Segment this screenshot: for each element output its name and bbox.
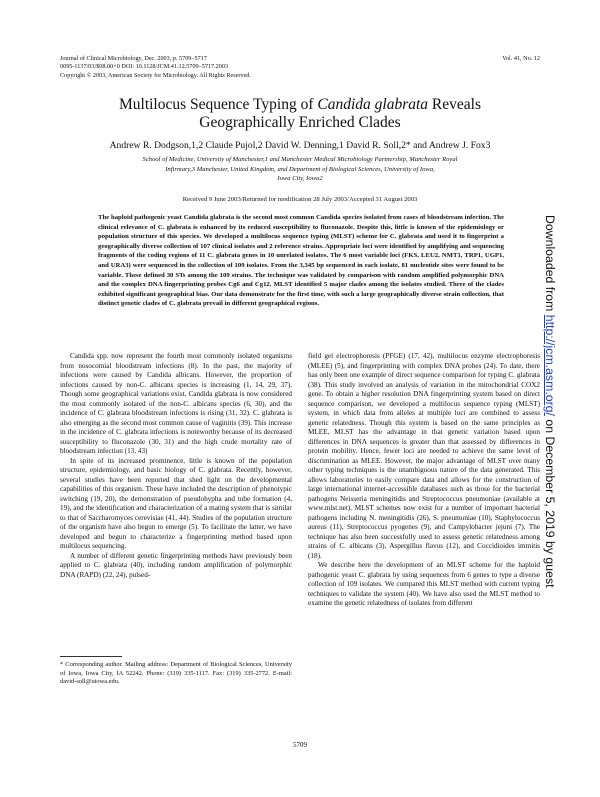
title-line-2: Geographically Enriched Clades — [199, 114, 401, 131]
journal-line: Journal of Clinical Microbiology, Dec. 2003, p. 5709–5717 — [60, 55, 207, 62]
article-title — [60, 96, 540, 132]
paragraph: A number of different genetic fingerprinting methods have previously been applied to C. glabrata (40), including random amplification of polymorphic DNA (RAPD) (22, 24), pulsed- — [60, 551, 292, 579]
title-part-1: Multilocus Sequence Typing of — [118, 96, 318, 113]
received-dates: Received 9 June 2003/Returned for modification 28 July 2003/Accepted 31 August 2003 — [182, 196, 418, 203]
download-watermark — [543, 215, 557, 775]
volume-issue: Vol. 41, No. 12 — [502, 55, 540, 62]
affiliation-line-2: Infirmary,3 Manchester, United Kingdom, and Department of Biological Sciences, University of Iowa, — [165, 165, 435, 173]
title-species: Candida glabrata — [317, 96, 429, 113]
watermark-suffix: on December 5, 2019 by guest — [543, 415, 557, 588]
paragraph: In spite of its increased prominence, little is known of the population structure, epidemiology, and basic biology of C. glabrata. Recently, however, several studies have been reported that shed light on the developmental capabilities of this organism. These have included the description of phenotypic switching (19, 20), the demonstration of pseudohypha and tube formation (4, 19), and the identification and characterization of a mating system that is similar to that of Saccharomyces cerevisiae (41, 44). Studies of the population structure of the organism have also begun to emerge (5). To facilitate the latter, we have developed and begun to characterize a fingerprinting method based upon multilocus sequencing. — [60, 456, 292, 550]
affiliations — [95, 155, 505, 184]
running-header — [60, 55, 540, 80]
page-number: 5709 — [293, 741, 307, 749]
body-column-right — [308, 352, 540, 609]
corresponding-author-footnote: * Corresponding author. Mailing address: Department of Biological Sciences, University of Iowa, Iowa City, IA 52242. Phone: (319) 335-1117. Fax: (319) 335-2772. E-mail: david-soll@uiowa.edu. — [60, 661, 292, 686]
affiliation-line-3: Iowa City, Iowa2 — [277, 175, 323, 183]
paragraph: field gel electrophoresis (PFGE) (17, 42), multilocus enzyme electrophoresis (MLEE) (5), and fingerprinting with complex DNA probes (24). To date, there has only been one example of direct sequence comparison for typing C. glabrata (38). This study involved an analysis of variation in the mitochondrial COX2 gene. To obtain a higher resolution DNA fingerprinting system based on direct sequence comparison, we developed a multilocus sequence typing (MLST) system, in which data from alleles at multiple loci are combined to assess genetic relatedness. Though this system is based on the same principles as MLEE, MLST has the advantage in that genetic variation based upon differences in DNA sequences is greater than that assessed by differences in protein mobility. Hence, fewer loci are needed to achieve the same level of discrimination as MLEE. However, the major advantage of MLST over many other typing techniques is the unambiguous nature of the data generated. This allows laboratories to easily compare data and allows for the construction of large international internet-accessible databases such as those for the bacterial pathogens Neisseria meningitidis and Streptococcus pneumoniae (available at www.mlst.net). MLST schemes now exist for a number of important bacterial pathogens including N. meningitidis (26), S. pneumoniae (10), Staphylococcus aureus (11), Streptococcus pyogenes (9), and Campylobacter jejuni (7). The technique has also been successfully used to assess genetic relatedness among strains of C. albicans (3), Aspergillus flavus (12), and Coccidioides immitis (18). — [308, 352, 540, 560]
body-column-left — [60, 352, 292, 580]
author-list: Andrew R. Dodgson,1,2 Claude Pujol,2 David W. Denning,1 David R. Soll,2* and Andrew J. Fox3 — [109, 140, 491, 151]
copyright-line: Copyright © 2003, American Society for Microbiology. All Rights Reserved. — [60, 71, 251, 79]
affiliation-line-1: School of Medicine, University of Manchester,1 and Manchester Medical Microbiology Partnership, Manchester Royal — [142, 156, 458, 163]
title-part-2: Reveals — [428, 96, 481, 113]
paragraph: Candida spp. now represent the fourth most commonly isolated organisms from nosocomial bloodstream infections (8). In the past, the majority of infections were caused by Candida albicans. However, the proportion of infections caused by non-C. albicans species is increasing (1, 14, 29, 37). Though some geographical variations exist, Candida glabrata is now considered the most commonly isolated of the non-C. albicans species (6, 30), and the incidence of C. glabrata bloodstream infections is rising (31, 32). C. glabrata is also emerging as the second most common cause of vaginitis (39). This increase in the incidence of C. glabrata infections is noteworthy because of its decreased susceptibility to fluconazole (30, 31) and the high crude mortality rate of bloodstream infection (13, 43) — [60, 352, 292, 455]
issn-doi-line: 0095-1137/03/$08.00+0 DOI: 10.1128/JCM.41.12.5709–5717.2003 — [60, 63, 229, 71]
footnote-divider — [60, 656, 122, 657]
journal-link[interactable]: http://jcm.asm.org/ — [543, 314, 557, 416]
paragraph: We describe here the development of an MLST scheme for the haploid pathogenic yeast C. glabrata by using sequences from 6 genes to type a diverse collection of 109 isolates. We compared this MLST method with current typing techniques to validate the system (40). We have also used the MLST method to examine the genetic relatedness of isolates from different — [308, 561, 540, 607]
watermark-prefix: Downloaded from — [543, 215, 557, 315]
abstract: The haploid pathogenic yeast Candida glabrata is the second most common Candida species isolated from cases of bloodstream infection. The clinical relevance of C. glabrata is enhanced by its reduced susceptibility to fluconazole. Despite this, little is known of the epidemiology or population structure of this species. We developed a multilocus sequence typing (MLST) scheme for C. glabrata and used it to fingerprint a geographically diverse collection of 107 clinical isolates and 2 reference strains. Appropriate loci were identified by amplifying and sequencing fragments of the coding regions of 11 C. glabrata genes in 10 unrelated isolates. The 6 most variable loci (FKS, LEU2, NMT1, TRP1, UGP1, and URA3) were sequenced in the collection of 109 isolates. From the 3,345 bp sequenced in each isolate, 81 nucleotide sites were found to be variable. These defined 30 STs among the 109 strains. The technique was validated by comparison with random amplified polymorphic DNA and the complex DNA fingerprinting probes Cg6 and Cg12. MLST identified 5 major clades among the isolates studied. Three of the clades exhibited significant geographical bias. Our data demonstrate for the first time, with such a large geographically diverse strain collection, that distinct genetic clades of C. glabrata prevail in different geographical regions. — [98, 214, 504, 308]
